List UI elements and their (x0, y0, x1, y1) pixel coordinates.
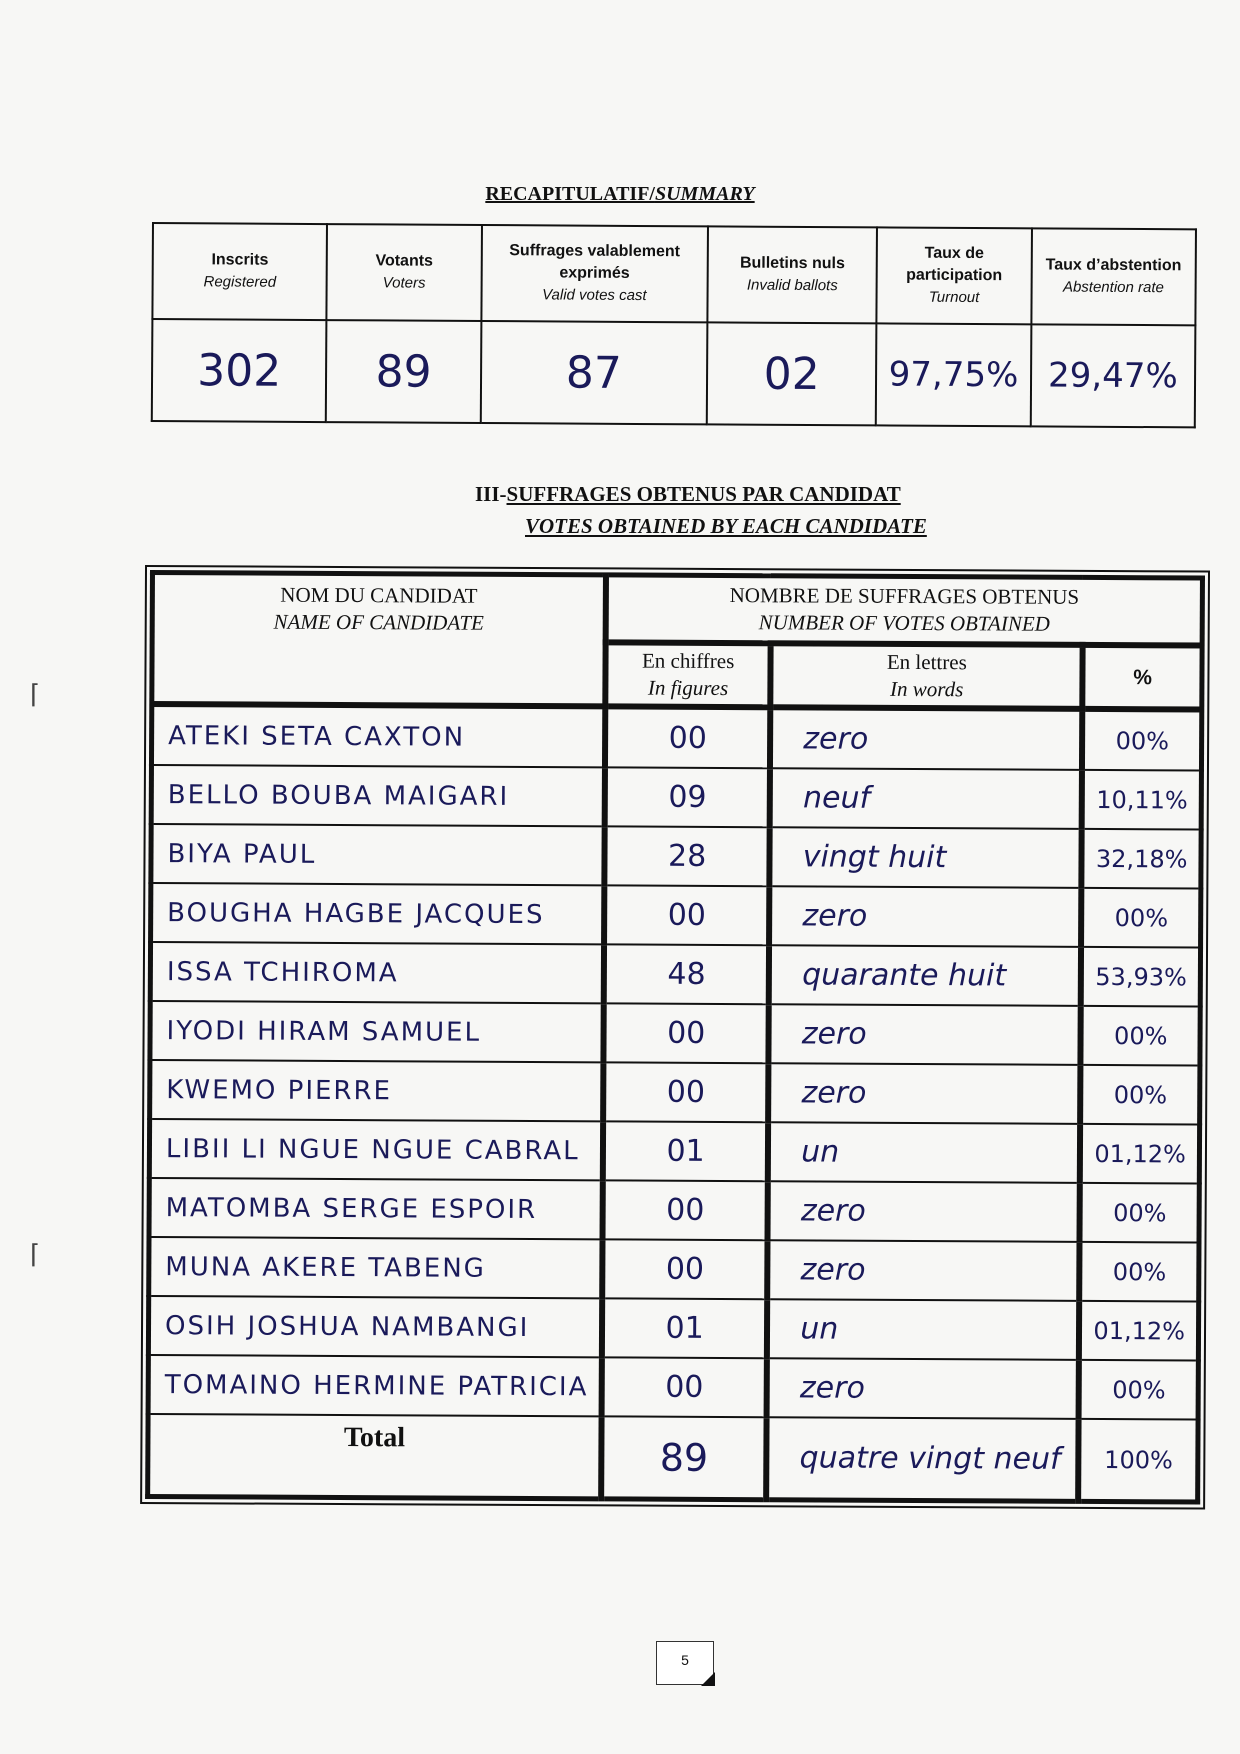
page-fold-icon (701, 1672, 715, 1686)
table-row (151, 824, 1201, 888)
invalid-ballots-value: 02 (707, 322, 877, 425)
votes-percent: 00% (1079, 1360, 1198, 1420)
header-invalid-ballots: Bulletins nuls Invalid ballots (707, 226, 877, 323)
votes-percent: 00% (1080, 1242, 1199, 1302)
votes-percent: 01,12% (1080, 1124, 1199, 1184)
section-title-fr: SUFFRAGES OBTENUS PAR CANDIDAT (506, 482, 901, 506)
votes-percent: 10,11% (1082, 770, 1201, 830)
candidate-name: BIYA PAUL (151, 824, 605, 885)
candidate-name: ATEKI SETA CAXTON (151, 704, 605, 767)
votes-figures: 28 (604, 826, 769, 886)
total-figures: 89 (601, 1416, 767, 1499)
votes-percent: 32,18% (1082, 829, 1201, 889)
header-percent: % (1083, 645, 1202, 710)
header-valid-votes: Suffrages valablement exprimés Valid votes cast (481, 225, 708, 322)
votes-percent: 00% (1081, 1006, 1200, 1066)
total-label: Total (148, 1414, 602, 1499)
votes-words: un (767, 1299, 1079, 1360)
candidate-name: BOUGHA HAGBE JACQUES (151, 883, 605, 944)
votes-words: zero (769, 1004, 1081, 1065)
votes-words: neuf (770, 768, 1082, 829)
votes-percent: 00% (1082, 709, 1201, 771)
table-row (148, 1355, 1198, 1419)
candidate-name: MUNA AKERE TABENG (149, 1237, 603, 1298)
votes-figures: 01 (602, 1298, 767, 1358)
header-abstention: Taux d’abstention Abstention rate (1031, 228, 1196, 325)
header-voters: Votants Voters (327, 224, 482, 321)
turnout-value: 97,75% (876, 323, 1031, 426)
table-row (149, 1237, 1199, 1301)
section-title (475, 478, 927, 542)
candidate-name: OSIH JOSHUA NAMBANGI (148, 1296, 602, 1357)
candidate-name: IYODI HIRAM SAMUEL (150, 1001, 604, 1062)
votes-figures: 00 (603, 1180, 768, 1240)
votes-percent: 00% (1081, 888, 1200, 948)
header-votes-obtained: NOMBRE DE SUFFRAGES OBTENUS NUMBER OF VOTES OBTAINED (606, 575, 1203, 646)
header-in-figures: En chiffres In figures (605, 642, 771, 707)
candidate-name: ISSA TCHIROMA (150, 942, 604, 1003)
votes-words: zero (770, 707, 1082, 770)
candidate-name: LIBII LI NGUE NGUE CABRAL (149, 1119, 603, 1180)
votes-table (145, 570, 1205, 1505)
votes-words: quarante huit (769, 945, 1081, 1006)
page-number (656, 1641, 714, 1685)
votes-figures: 00 (605, 706, 771, 768)
votes-percent: 53,93% (1081, 947, 1200, 1007)
votes-percent: 00% (1080, 1183, 1199, 1243)
table-row (150, 1060, 1200, 1124)
table-row (148, 1296, 1198, 1360)
candidate-name: BELLO BOUBA MAIGARI (151, 765, 605, 826)
votes-figures: 00 (603, 1003, 768, 1063)
header-candidate-name: NOM DU CANDIDAT NAME OF CANDIDATE (152, 573, 606, 707)
table-row (151, 765, 1201, 829)
votes-figures: 00 (602, 1239, 767, 1299)
votes-words: zero (768, 1181, 1080, 1242)
valid-votes-value: 87 (480, 321, 707, 424)
total-words: quatre vingt neuf (766, 1417, 1079, 1501)
table-row (151, 883, 1201, 947)
binding-mark: ⌈ (30, 680, 41, 710)
summary-title-fr: RECAPITULATIF/ (485, 183, 655, 205)
votes-figures: 00 (602, 1357, 767, 1417)
summary-title-en: SUMMARY (654, 183, 755, 205)
header-registered: Inscrits Registered (152, 223, 327, 320)
table-row (149, 1178, 1199, 1242)
votes-figures: 00 (603, 1062, 768, 1122)
abstention-value: 29,47% (1030, 324, 1195, 427)
registered-value: 302 (152, 319, 327, 422)
votes-percent: 01,12% (1079, 1301, 1198, 1361)
votes-figures: 01 (603, 1121, 768, 1181)
binding-mark: ⌈ (30, 1240, 41, 1270)
votes-percent: 00% (1081, 1065, 1200, 1125)
candidate-name: TOMAINO HERMINE PATRICIA (148, 1355, 602, 1416)
total-percent: 100% (1079, 1419, 1199, 1502)
votes-words: zero (768, 1063, 1080, 1124)
table-row (150, 942, 1200, 1006)
header-in-words: En lettres In words (771, 643, 1083, 709)
section-prefix: III- (475, 482, 507, 506)
summary-table (151, 222, 1197, 428)
section-title-en: VOTES OBTAINED BY EACH CANDIDATE (525, 514, 927, 538)
header-turnout: Taux de participation Turnout (877, 227, 1032, 324)
votes-words: vingt huit (770, 827, 1082, 888)
page-number-value: 5 (681, 1652, 689, 1668)
votes-words: un (768, 1122, 1080, 1183)
votes-figures: 48 (604, 944, 769, 1004)
summary-title (0, 183, 1240, 206)
votes-words: zero (769, 886, 1081, 947)
table-row (151, 704, 1201, 770)
table-row (150, 1001, 1200, 1065)
votes-figures: 09 (605, 767, 770, 827)
candidate-name: MATOMBA SERGE ESPOIR (149, 1178, 603, 1239)
votes-words: zero (767, 1358, 1079, 1419)
votes-figures: 00 (604, 885, 769, 945)
candidate-name: KWEMO PIERRE (150, 1060, 604, 1121)
table-row (149, 1119, 1199, 1183)
votes-words: zero (767, 1240, 1079, 1301)
voters-value: 89 (326, 320, 481, 423)
total-row (148, 1414, 1198, 1502)
